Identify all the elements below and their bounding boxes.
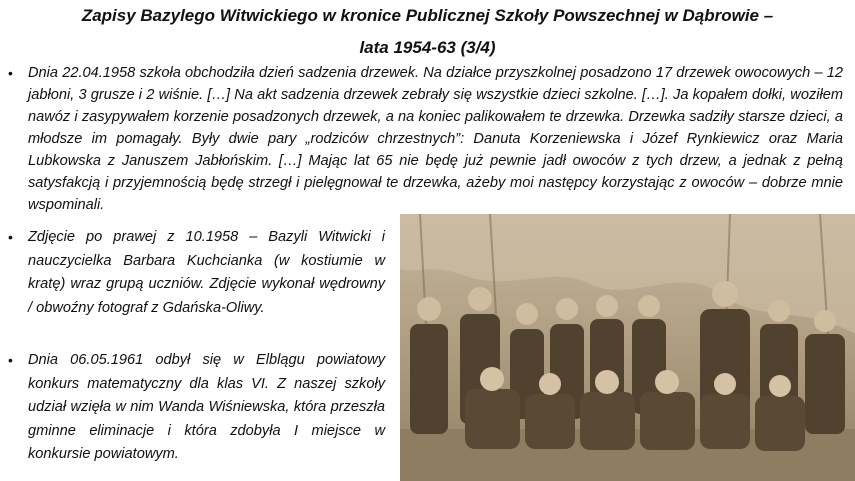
slide-title-line-1: Zapisy Bazylego Witwickiego w kronice Publicznej Szkoły Powszechnej w Dąbrowie – xyxy=(81,6,774,25)
bullet-marker-1: • xyxy=(8,65,13,81)
photo-caption-paragraph xyxy=(28,226,385,320)
class-group-photo-illustration xyxy=(400,214,855,481)
bullet-marker-3: • xyxy=(8,352,13,368)
photo-caption-text: Zdjęcie po prawej z 10.1958 – Bazyli Witwicki i nauczycielka Barbara Kuchcianka (w kostiumie w kratę) wraz grupą uczniów. Zdjęcie wykonał wędrowny / obwoźny fotograf z Gdańska-Oliwy. xyxy=(28,229,385,316)
bullet-marker-2: • xyxy=(8,229,13,245)
slide-title-line-2: lata 1954-63 (3/4) xyxy=(359,38,496,57)
class-group-photo xyxy=(400,214,855,481)
math-contest-text: Dnia 06.05.1961 odbył się w Elblągu powiatowy konkurs matematyczny dla klas VI. Z naszej szkoły udział wzięła w nim Wanda Wiśniewska, która przeszła gminne eliminacje i która zdobyła I miejsce w konkursie powiatowym. xyxy=(28,352,385,462)
tree-planting-paragraph xyxy=(28,62,843,216)
math-contest-paragraph xyxy=(28,349,385,467)
tree-planting-text: Dnia 22.04.1958 szkoła obchodziła dzień sadzenia drzewek. Na działce przyszkolnej posadzono 17 drzewek owocowych – 12 jabłoni, 3 grusze i 2 wiśnie. […] Na akt sadzenia drzewek zebrały się wszystkie dzieci szkolne. […]. Ja kopałem dołki, woziłem nawóz i zasypywałem korzenie posadzonych drzewek, a na koniec palikowałem te drzewka. Drzewka sadziły starsze dzieci, a młodsze im pomagały. Były dwie pary „rodziców chrzestnych”: Danuta Korzeniewska i Józef Rynkiewicz oraz Maria Lubkowska z Januszem Jabłońskim. […] Mając lat 65 nie będę już pewnie jadł owoców z tych drzew, a jednak z pełną satysfakcją i przyjemnością będę strzegł i pielęgnował te drzewka, ażeby moi następcy korzystając z owoców – dobrze mnie wspominali. xyxy=(28,65,843,213)
